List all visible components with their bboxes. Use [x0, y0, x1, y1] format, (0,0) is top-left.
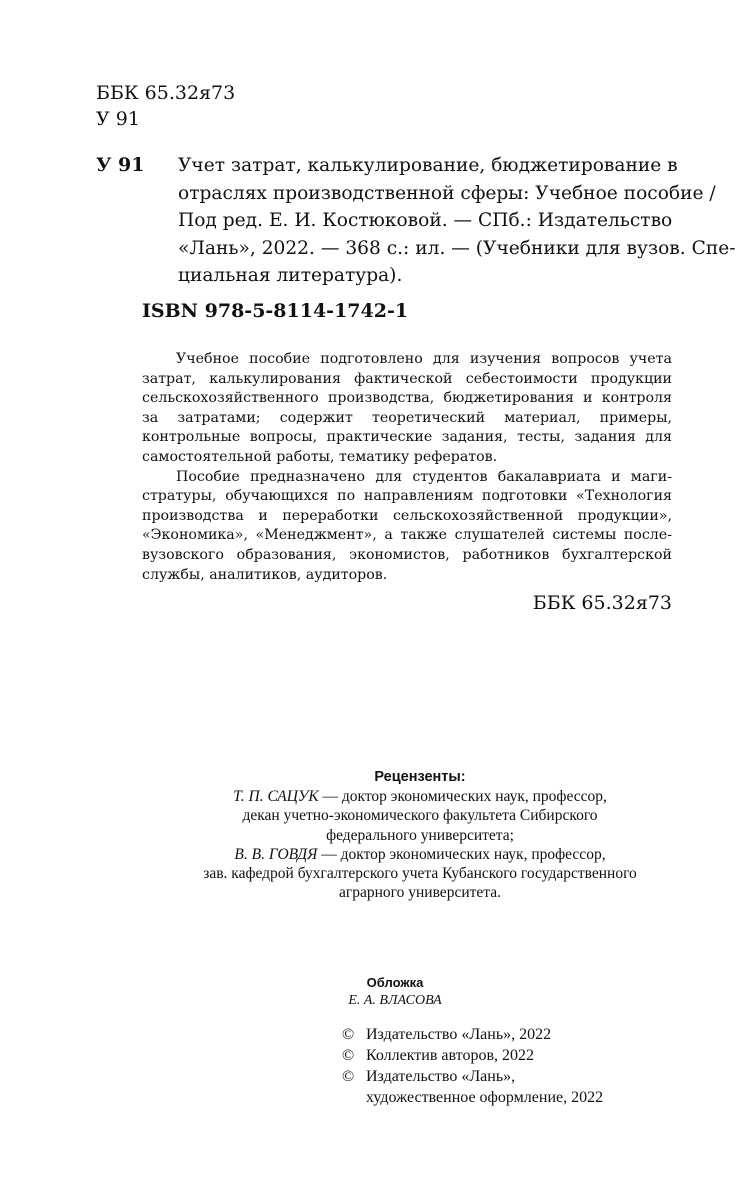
biblio-line: отраслях производственной сферы: Учебное пособие /	[178, 182, 716, 204]
reviewer-1-name: Т. П. САЦУК	[233, 788, 319, 806]
reviewer-2-name: В. В. ГОВДЯ	[234, 845, 318, 863]
abstract-line: за затратами; содержит теоретический материал, примеры,	[142, 409, 672, 426]
reviewers-heading: Рецензенты:	[374, 769, 466, 785]
author-sign-top: У 91	[96, 108, 140, 130]
abstract-line: службы, аналитиков, аудиторов.	[142, 566, 388, 583]
copyright-block	[342, 1024, 603, 1108]
bbk-code-bottom: ББК 65.32я73	[532, 592, 672, 614]
biblio-line: Под ред. Е. И. Костюковой. — СПб.: Издательство	[178, 210, 673, 231]
reviewer-2-line2: зав. кафедрой бухгалтерского учета Кубанского государственного	[203, 865, 637, 883]
cover-credit	[300, 974, 490, 1010]
biblio-line: циальная литература).	[178, 265, 403, 286]
reviewer-2-title: — доктор экономических наук, профессор,	[317, 845, 606, 863]
reviewer-2	[120, 845, 720, 864]
abstract-line: сельскохозяйственного производства, бюджетирования и контроля	[142, 390, 672, 407]
reviewer-1-line2: декан учетно-экономического факультета Сибирского	[242, 807, 598, 825]
abstract-line: Учебное пособие подготовлено для изучения вопросов учета	[176, 351, 672, 367]
abstract-line: самостоятельной работы, тематику рефератов.	[142, 448, 498, 465]
reviewer-1	[120, 787, 720, 806]
copyright-icon: ©	[342, 1047, 355, 1064]
abstract-line: Пособие предназначено для студентов бакалавриата и маги-	[176, 468, 672, 485]
copyright-icon: ©	[342, 1068, 355, 1085]
bbk-code-top: ББК 65.32я73	[96, 82, 236, 104]
abstract	[142, 350, 672, 585]
abstract-line: «Экономика», «Менеджмент», а также слушателей системы после-	[142, 527, 672, 544]
entry-author-sign: У 91	[96, 154, 145, 176]
reviewer-1-line3: федерального университета;	[326, 826, 514, 844]
abstract-line: вузовского образования, экономистов, работников бухгалтерской	[142, 546, 672, 563]
abstract-line: затрат, калькулирования фактической себестоимости продукции	[142, 370, 672, 387]
reviewer-1-title: — доктор экономических наук, профессор,	[318, 788, 607, 806]
copyright-icon: ©	[342, 1026, 355, 1043]
cover-designer: Е. А. ВЛАСОВА	[348, 993, 442, 1008]
reviewer-2-line3: аграрного университета.	[338, 884, 501, 902]
biblio-line: «Лань», 2022. — 368 с.: ил. — (Учебники для вузов. Спе-	[178, 237, 736, 259]
cover-heading: Обложка	[366, 975, 424, 990]
copyright-line-3: © Издательство «Лань»,	[342, 1068, 516, 1085]
abstract-line: производства и переработки сельскохозяйственной продукции»,	[142, 507, 672, 524]
classification-block	[96, 80, 235, 132]
isbn: ISBN 978-5-8114-1742-1	[142, 300, 409, 322]
copyright-line-3-cont: художественное оформление, 2022	[366, 1089, 604, 1106]
copyright-line-1: © Издательство «Лань», 2022	[342, 1026, 552, 1043]
biblio-line: Учет затрат, калькулирование, бюджетирование в	[178, 155, 678, 176]
reviewers-block	[120, 768, 720, 902]
bibliographic-description	[178, 152, 736, 290]
abstract-line: стратуры, обучающихся по направлениям подготовки «Технология	[142, 488, 672, 505]
abstract-line: контрольные вопросы, практические задания, тесты, задания для	[142, 429, 672, 446]
copyright-line-2: © Коллектив авторов, 2022	[342, 1047, 534, 1064]
